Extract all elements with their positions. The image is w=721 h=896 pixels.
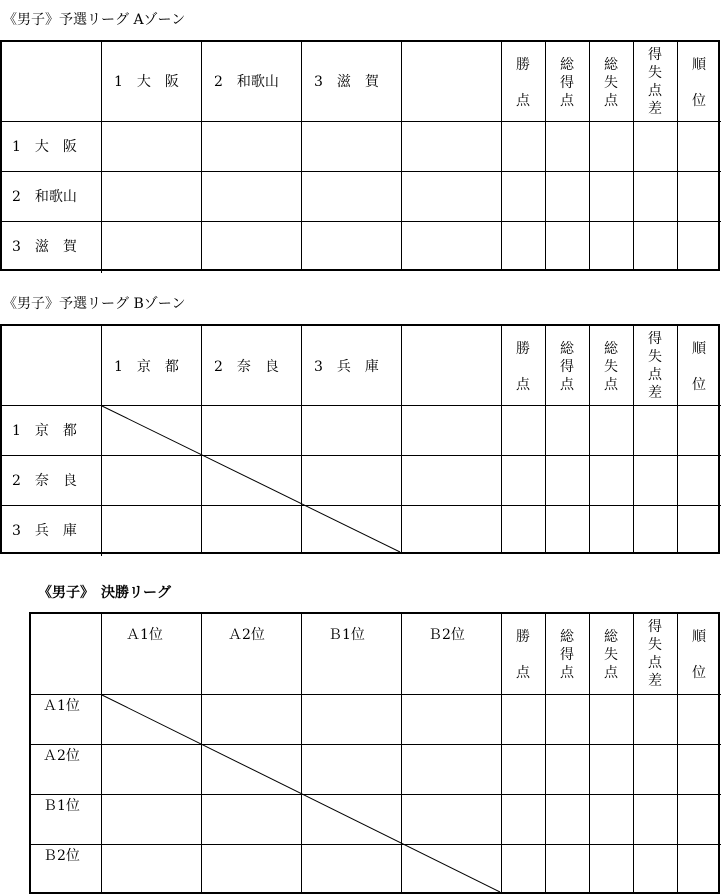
total-conceded-header: 総 失 点 xyxy=(590,614,634,695)
score-cell xyxy=(302,172,402,222)
total-conceded-header: 総 失 点 xyxy=(590,42,634,122)
table-a-grid xyxy=(0,40,720,271)
col-header-2: 2 和歌山 xyxy=(202,42,302,122)
score-cell xyxy=(634,172,678,222)
score-cell xyxy=(102,172,202,222)
score-cell xyxy=(402,222,502,269)
row-header-1: 1 大 阪 xyxy=(2,122,102,172)
win-points-header: 勝 点 xyxy=(502,326,546,406)
col-header-1: 1 京 都 xyxy=(102,326,202,406)
col-header-1: Ａ1位 xyxy=(102,614,202,695)
score-cell xyxy=(502,122,546,172)
score-cell xyxy=(634,122,678,172)
win-points-header: 勝 点 xyxy=(502,42,546,122)
rank-header: 順 位 xyxy=(678,326,721,406)
col-header-2: Ａ2位 xyxy=(202,614,302,695)
row-header-2: Ａ2位 xyxy=(31,745,102,795)
score-cell xyxy=(634,222,678,269)
win-points-header: 勝 点 xyxy=(502,614,546,695)
score-cell xyxy=(202,172,302,222)
row-header-3: 3 兵 庫 xyxy=(2,506,102,556)
rank-header: 順 位 xyxy=(678,42,721,122)
col-header-3: Ｂ1位 xyxy=(302,614,402,695)
score-cell xyxy=(202,222,302,269)
total-conceded-header: 総 失 点 xyxy=(590,326,634,406)
diagonal-line xyxy=(2,326,718,552)
score-cell xyxy=(402,172,502,222)
col-header-1: 1 大 阪 xyxy=(102,42,202,122)
row-header-1: 1 京 都 xyxy=(2,406,102,456)
table-b-title: 《男子》予選リーグ Bゾーン xyxy=(3,296,186,312)
score-cell xyxy=(590,122,634,172)
score-cell xyxy=(102,122,202,172)
col-header-2: 2 奈 良 xyxy=(202,326,302,406)
total-scored-header: 総 得 点 xyxy=(546,326,590,406)
col-header-3: 3 滋 賀 xyxy=(302,42,402,122)
row-header-2: 2 和歌山 xyxy=(2,172,102,222)
score-cell xyxy=(546,122,590,172)
score-cell xyxy=(546,172,590,222)
row-header-3: Ｂ1位 xyxy=(31,795,102,845)
total-scored-header: 総 得 点 xyxy=(546,614,590,695)
score-cell xyxy=(590,222,634,269)
point-diff-header: 得 失 点 差 xyxy=(634,614,678,695)
diagonal-line xyxy=(31,614,718,892)
score-cell xyxy=(678,172,721,222)
point-diff-header: 得 失 点 差 xyxy=(634,42,678,122)
score-cell xyxy=(546,222,590,269)
score-cell xyxy=(202,122,302,172)
col-header-4 xyxy=(402,42,502,122)
col-header-4: Ｂ2位 xyxy=(402,614,502,695)
table-c-title: 《男子》 決勝リーグ xyxy=(38,585,171,601)
score-cell xyxy=(102,222,202,269)
rank-header: 順 位 xyxy=(678,614,721,695)
score-cell xyxy=(302,122,402,172)
table-c-grid xyxy=(29,612,720,894)
table-b-grid xyxy=(0,324,720,554)
score-cell xyxy=(402,122,502,172)
score-cell xyxy=(502,222,546,269)
row-header-3: 3 滋 賀 xyxy=(2,222,102,273)
total-scored-header: 総 得 点 xyxy=(546,42,590,122)
row-header-4: Ｂ2位 xyxy=(31,845,102,892)
row-header-2: 2 奈 良 xyxy=(2,456,102,506)
score-cell xyxy=(502,172,546,222)
score-cell xyxy=(302,222,402,269)
score-cell xyxy=(590,172,634,222)
score-cell xyxy=(678,222,721,269)
col-header-3: 3 兵 庫 xyxy=(302,326,402,406)
row-header-1: Ａ1位 xyxy=(31,695,102,745)
corner-cell xyxy=(2,42,102,122)
score-cell xyxy=(678,122,721,172)
point-diff-header: 得 失 点 差 xyxy=(634,326,678,406)
table-a-title: 《男子》予選リーグ Aゾーン xyxy=(3,12,186,28)
